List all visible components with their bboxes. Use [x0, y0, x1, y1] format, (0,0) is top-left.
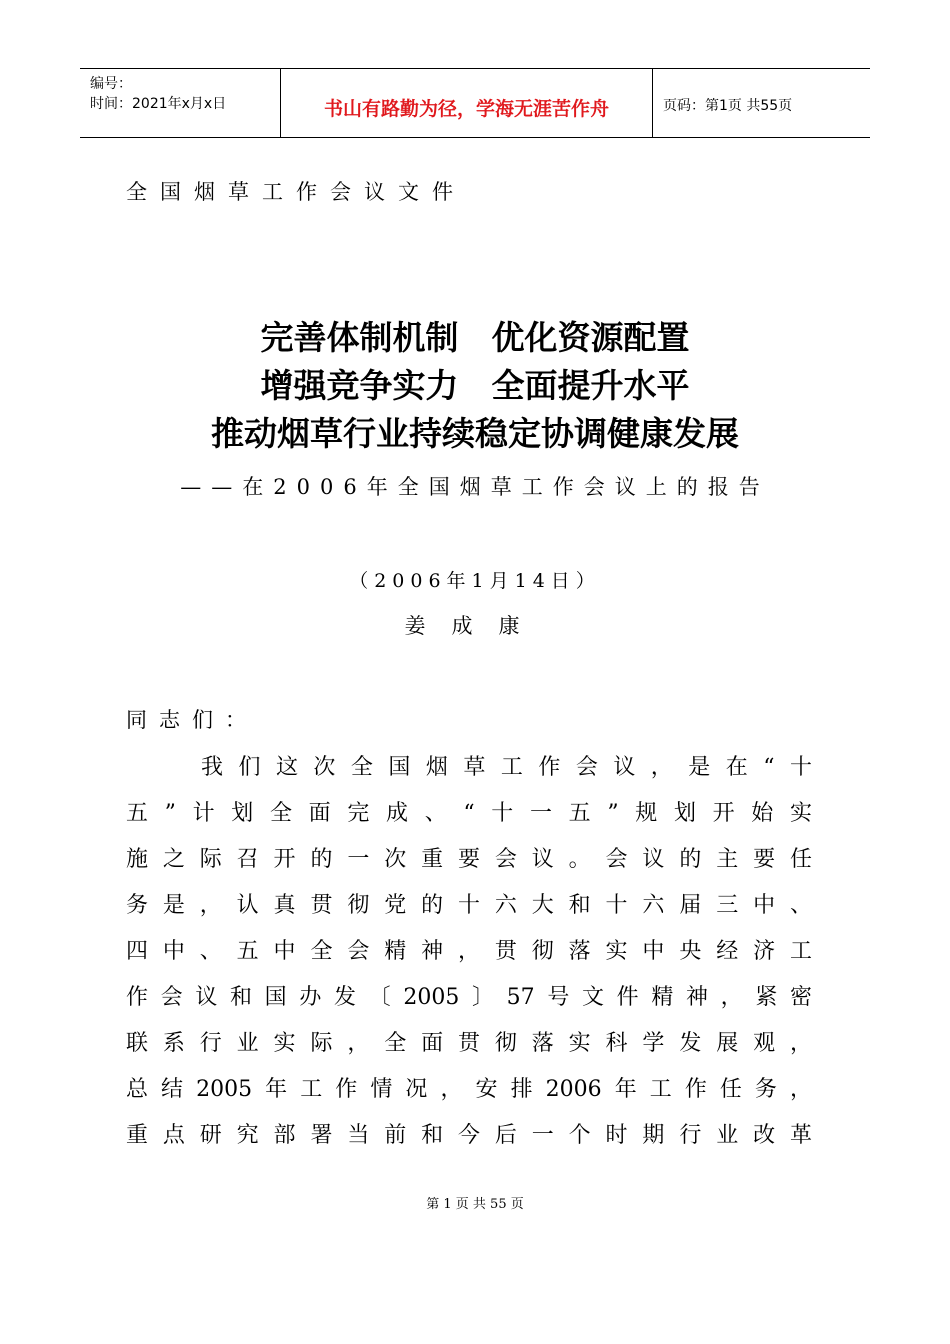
body-line: 作会议和国办发〔2005〕57号文件精神，紧密	[126, 985, 812, 1010]
document-number-label: 编号：	[90, 76, 132, 92]
report-date: （2006年1月14日）	[349, 570, 601, 592]
document-series: 全国烟草工作会议文件	[126, 180, 466, 204]
body-line: 四中、五中全会精神，贯彻落实中央经济工	[126, 939, 812, 964]
body-line: 总结2005年工作情况，安排2006年工作任务，	[126, 1077, 812, 1102]
page-header	[80, 68, 870, 138]
body-line: 联系行业实际，全面贯彻落实科学发展观，	[126, 1031, 812, 1056]
body-line: 重点研究部署当前和今后一个时期行业改革	[126, 1123, 812, 1148]
title-line-1: 完善体制机制 优化资源配置	[260, 318, 690, 357]
header-motto: 书山有路勤为径，学海无涯苦作舟	[323, 98, 609, 120]
body-line: 五”计划全面完成、“十一五”规划开始实	[126, 801, 812, 826]
body-line: 施之际召开的一次重要会议。会议的主要任	[126, 847, 812, 872]
header-page-cell	[653, 69, 870, 137]
header-motto-cell	[281, 69, 653, 137]
body-line: 务是，认真贯彻党的十六大和十六届三中、	[126, 893, 812, 918]
header-page-info: 页码：第1页 共55页	[663, 98, 793, 114]
page-footer: 第 1 页 共 55 页	[426, 1197, 524, 1212]
title-line-3: 推动烟草行业持续稳定协调健康发展	[211, 414, 739, 453]
report-author: 姜成康	[404, 614, 546, 638]
document-time-label: 时间：2021年x月x日	[90, 96, 227, 112]
report-subtitle: ——在2006年全国烟草工作会议上的报告	[180, 475, 770, 499]
salutation: 同志们：	[126, 708, 258, 732]
title-line-2: 增强竞争实力 全面提升水平	[260, 366, 690, 405]
body-line: 我们这次全国烟草工作会议，是在“十	[126, 755, 812, 780]
header-meta-cell	[80, 69, 281, 137]
